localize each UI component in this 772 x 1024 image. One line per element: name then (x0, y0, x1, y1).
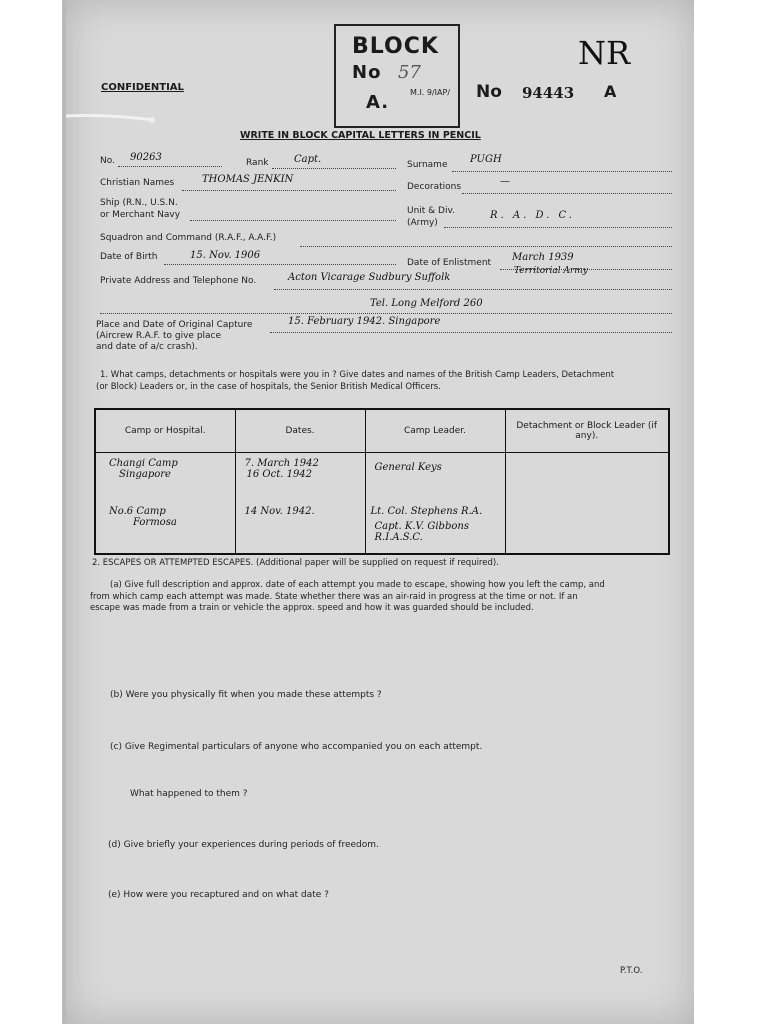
rank-value: Capt. (294, 154, 322, 165)
capture-label-2: (Aircrew R.A.F. to give place (96, 331, 222, 341)
ship-label: Ship (R.N., U.S.N. (100, 198, 178, 208)
col-camp: Camp or Hospital. (95, 409, 235, 453)
no-value: 90263 (130, 152, 162, 163)
question-a-1: (a) Give full description and approx. date of each attempt you made to escape, showing how you left the camp, and (110, 580, 605, 590)
no-label: No. (100, 156, 115, 166)
row2-leader-2: Capt. K.V. Gibbons R.I.A.S.C. (374, 520, 469, 543)
telephone-value: Tel. Long Melford 260 (370, 298, 483, 309)
unit-label: Unit & Div. (407, 206, 455, 216)
christian-label: Christian Names (100, 178, 175, 188)
capture-label: Place and Date of Original Capture (96, 320, 253, 330)
enlist-label: Date of Enlistment (407, 258, 492, 268)
address-label: Private Address and Telephone No. (100, 276, 257, 286)
col-dates: Dates. (235, 409, 365, 453)
capture-value: 15. February 1942. Singapore (288, 316, 441, 327)
form-number: 94443 (522, 84, 575, 102)
address-value: Acton Vicarage Sudbury Suffolk (288, 272, 451, 283)
question-a-3: escape was made from a train or vehicle the approx. speed and how it was guarded should be included. (90, 603, 534, 613)
stamp-number: 57 (398, 62, 421, 83)
col-detachment: Detachment or Block Leader (if any). (505, 409, 669, 453)
form-no-label: No (476, 82, 502, 102)
row1-camp-2: Singapore (119, 469, 171, 480)
camps-table (94, 408, 670, 555)
surname-value: PUGH (470, 154, 502, 165)
corner-mark: NR (578, 34, 631, 72)
section2-title: 2. ESCAPES OR ATTEMPTED ESCAPES. (Additional paper will be supplied on request if required). (92, 558, 499, 568)
question-e: (e) How were you recaptured and on what date ? (108, 890, 329, 900)
capture-label-3: and date of a/c crash). (96, 342, 198, 352)
unit-label-2: (Army) (407, 218, 438, 228)
unit-value: R. A. D. C. (490, 210, 575, 221)
row2-camp: No.6 Camp (109, 505, 166, 517)
decorations-label: Decorations (407, 182, 462, 192)
pto-label: P.T.O. (620, 966, 643, 976)
enlist-value: March 1939 (512, 252, 574, 263)
question-c-2: What happened to them ? (130, 789, 248, 799)
table-row (95, 453, 669, 501)
row2-leader: Lt. Col. Stephens R.A. (370, 505, 483, 517)
enlist-value-2: Territorial Army (514, 266, 588, 276)
surname-label: Surname (407, 160, 448, 170)
row1-leader: General Keys (374, 462, 442, 473)
section1-text: 1. What camps, detachments or hospitals were you in ? Give dates and names of the British Camp Leaders, Detachment (100, 370, 615, 380)
row1-camp: Changi Camp (109, 458, 178, 469)
form-ref: M.I. 9/IAP/ (410, 88, 451, 97)
dob-value: 15. Nov. 1906 (190, 250, 261, 261)
squadron-label: Squadron and Command (R.A.F., A.A.F.) (100, 233, 277, 243)
row1-date-2: 16 Oct. 1942 (246, 469, 313, 480)
question-b: (b) Were you physically fit when you made these attempts ? (110, 690, 382, 700)
row2-camp-2: Formosa (133, 516, 177, 528)
dob-label: Date of Birth (100, 252, 158, 262)
stamp-block: BLOCK (352, 34, 439, 59)
question-c: (c) Give Regimental particulars of anyone who accompanied you on each attempt. (110, 742, 483, 752)
confidential-label: CONFIDENTIAL (101, 82, 184, 93)
question-d: (d) Give briefly your experiences during periods of freedom. (108, 840, 379, 850)
question-a-2: from which camp each attempt was made. State whether there was an air-raid in progress at the time or not. If an (90, 592, 578, 602)
string-tie (66, 112, 156, 124)
decorations-value: — (500, 176, 510, 187)
stamp-no: No (352, 62, 382, 83)
col-leader: Camp Leader. (365, 409, 505, 453)
stamp-a: A. (366, 92, 390, 113)
row2-date: 14 Nov. 1942. (244, 505, 315, 517)
christian-value: THOMAS JENKIN (202, 174, 294, 185)
section1-text-2: (or Block) Leaders or, in the case of hospitals, the Senior British Medical Officers. (96, 382, 441, 392)
ship-label-2: or Merchant Navy (100, 210, 181, 220)
rank-label: Rank (246, 158, 269, 168)
block-stamp (334, 24, 460, 128)
table-row (95, 501, 669, 554)
row1-date: 7. March 1942 (244, 458, 319, 469)
instruction-heading: WRITE IN BLOCK CAPITAL LETTERS IN PENCIL (240, 130, 481, 141)
form-suffix: A (604, 82, 617, 101)
